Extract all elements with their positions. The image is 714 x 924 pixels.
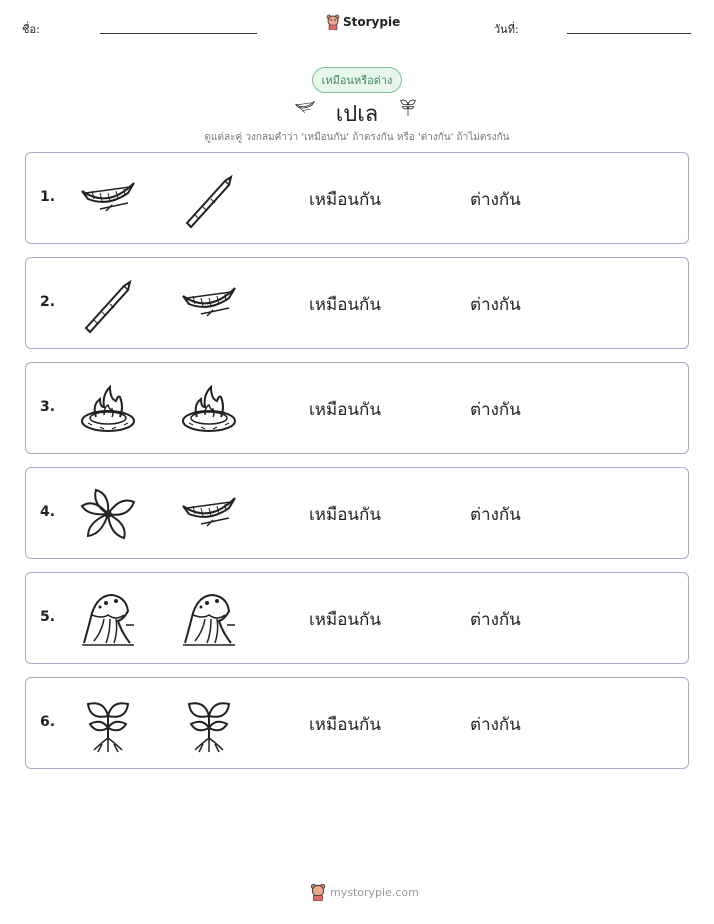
question-number: 2. — [40, 294, 56, 310]
date-line[interactable] — [567, 33, 691, 34]
fire-pit-icon — [179, 379, 239, 439]
instructions: ดูแต่ละคู่ วงกลมคำว่า 'เหมือนกัน' ถ้าตรงกัน หรือ 'ต่างกัน' ถ้าไม่ตรงกัน — [204, 132, 510, 143]
question-row — [25, 677, 689, 769]
canoe-icon — [179, 484, 239, 544]
different-option[interactable]: ต่างกัน — [470, 505, 521, 525]
question-number: 1. — [40, 189, 56, 205]
sprout-icon — [396, 92, 420, 120]
same-option[interactable]: เหมือนกัน — [309, 610, 381, 630]
same-option[interactable]: เหมือนกัน — [309, 295, 381, 315]
sprout-icon — [179, 694, 239, 754]
canoe-icon — [179, 274, 239, 334]
volcano-lava-icon — [78, 589, 138, 649]
question-number: 4. — [40, 504, 56, 520]
question-number: 5. — [40, 609, 56, 625]
footer — [310, 883, 419, 901]
spear-icon — [179, 169, 239, 229]
same-option[interactable]: เหมือนกัน — [309, 190, 381, 210]
different-option[interactable]: ต่างกัน — [470, 190, 521, 210]
different-option[interactable]: ต่างกัน — [470, 400, 521, 420]
name-label: ชื่อ: — [22, 23, 40, 36]
same-option[interactable]: เหมือนกัน — [309, 400, 381, 420]
same-option[interactable]: เหมือนกัน — [309, 505, 381, 525]
question-row — [25, 572, 689, 664]
brand-name: Storypie — [343, 15, 401, 29]
date-label: วันที่: — [494, 23, 519, 36]
question-number: 3. — [40, 399, 56, 415]
question-row — [25, 257, 689, 349]
footer-url[interactable]: mystorypie.com — [330, 885, 419, 899]
sprout-icon — [78, 694, 138, 754]
bear-mascot-icon — [310, 883, 326, 901]
fire-pit-icon — [78, 379, 138, 439]
same-option[interactable]: เหมือนกัน — [309, 715, 381, 735]
question-row — [25, 152, 689, 244]
page-title: เปเล — [335, 102, 379, 127]
plumeria-flower-icon — [78, 484, 138, 544]
name-line[interactable] — [100, 33, 257, 34]
question-row — [25, 467, 689, 559]
canoe-icon — [78, 169, 138, 229]
different-option[interactable]: ต่างกัน — [470, 295, 521, 315]
bear-mascot-icon — [326, 14, 340, 30]
spear-icon — [78, 274, 138, 334]
activity-badge: เหมือนหรือต่าง — [312, 67, 402, 93]
different-option[interactable]: ต่างกัน — [470, 610, 521, 630]
question-number: 6. — [40, 714, 56, 730]
different-option[interactable]: ต่างกัน — [470, 715, 521, 735]
question-row — [25, 362, 689, 454]
volcano-lava-icon — [179, 589, 239, 649]
brand-logo — [326, 14, 400, 30]
